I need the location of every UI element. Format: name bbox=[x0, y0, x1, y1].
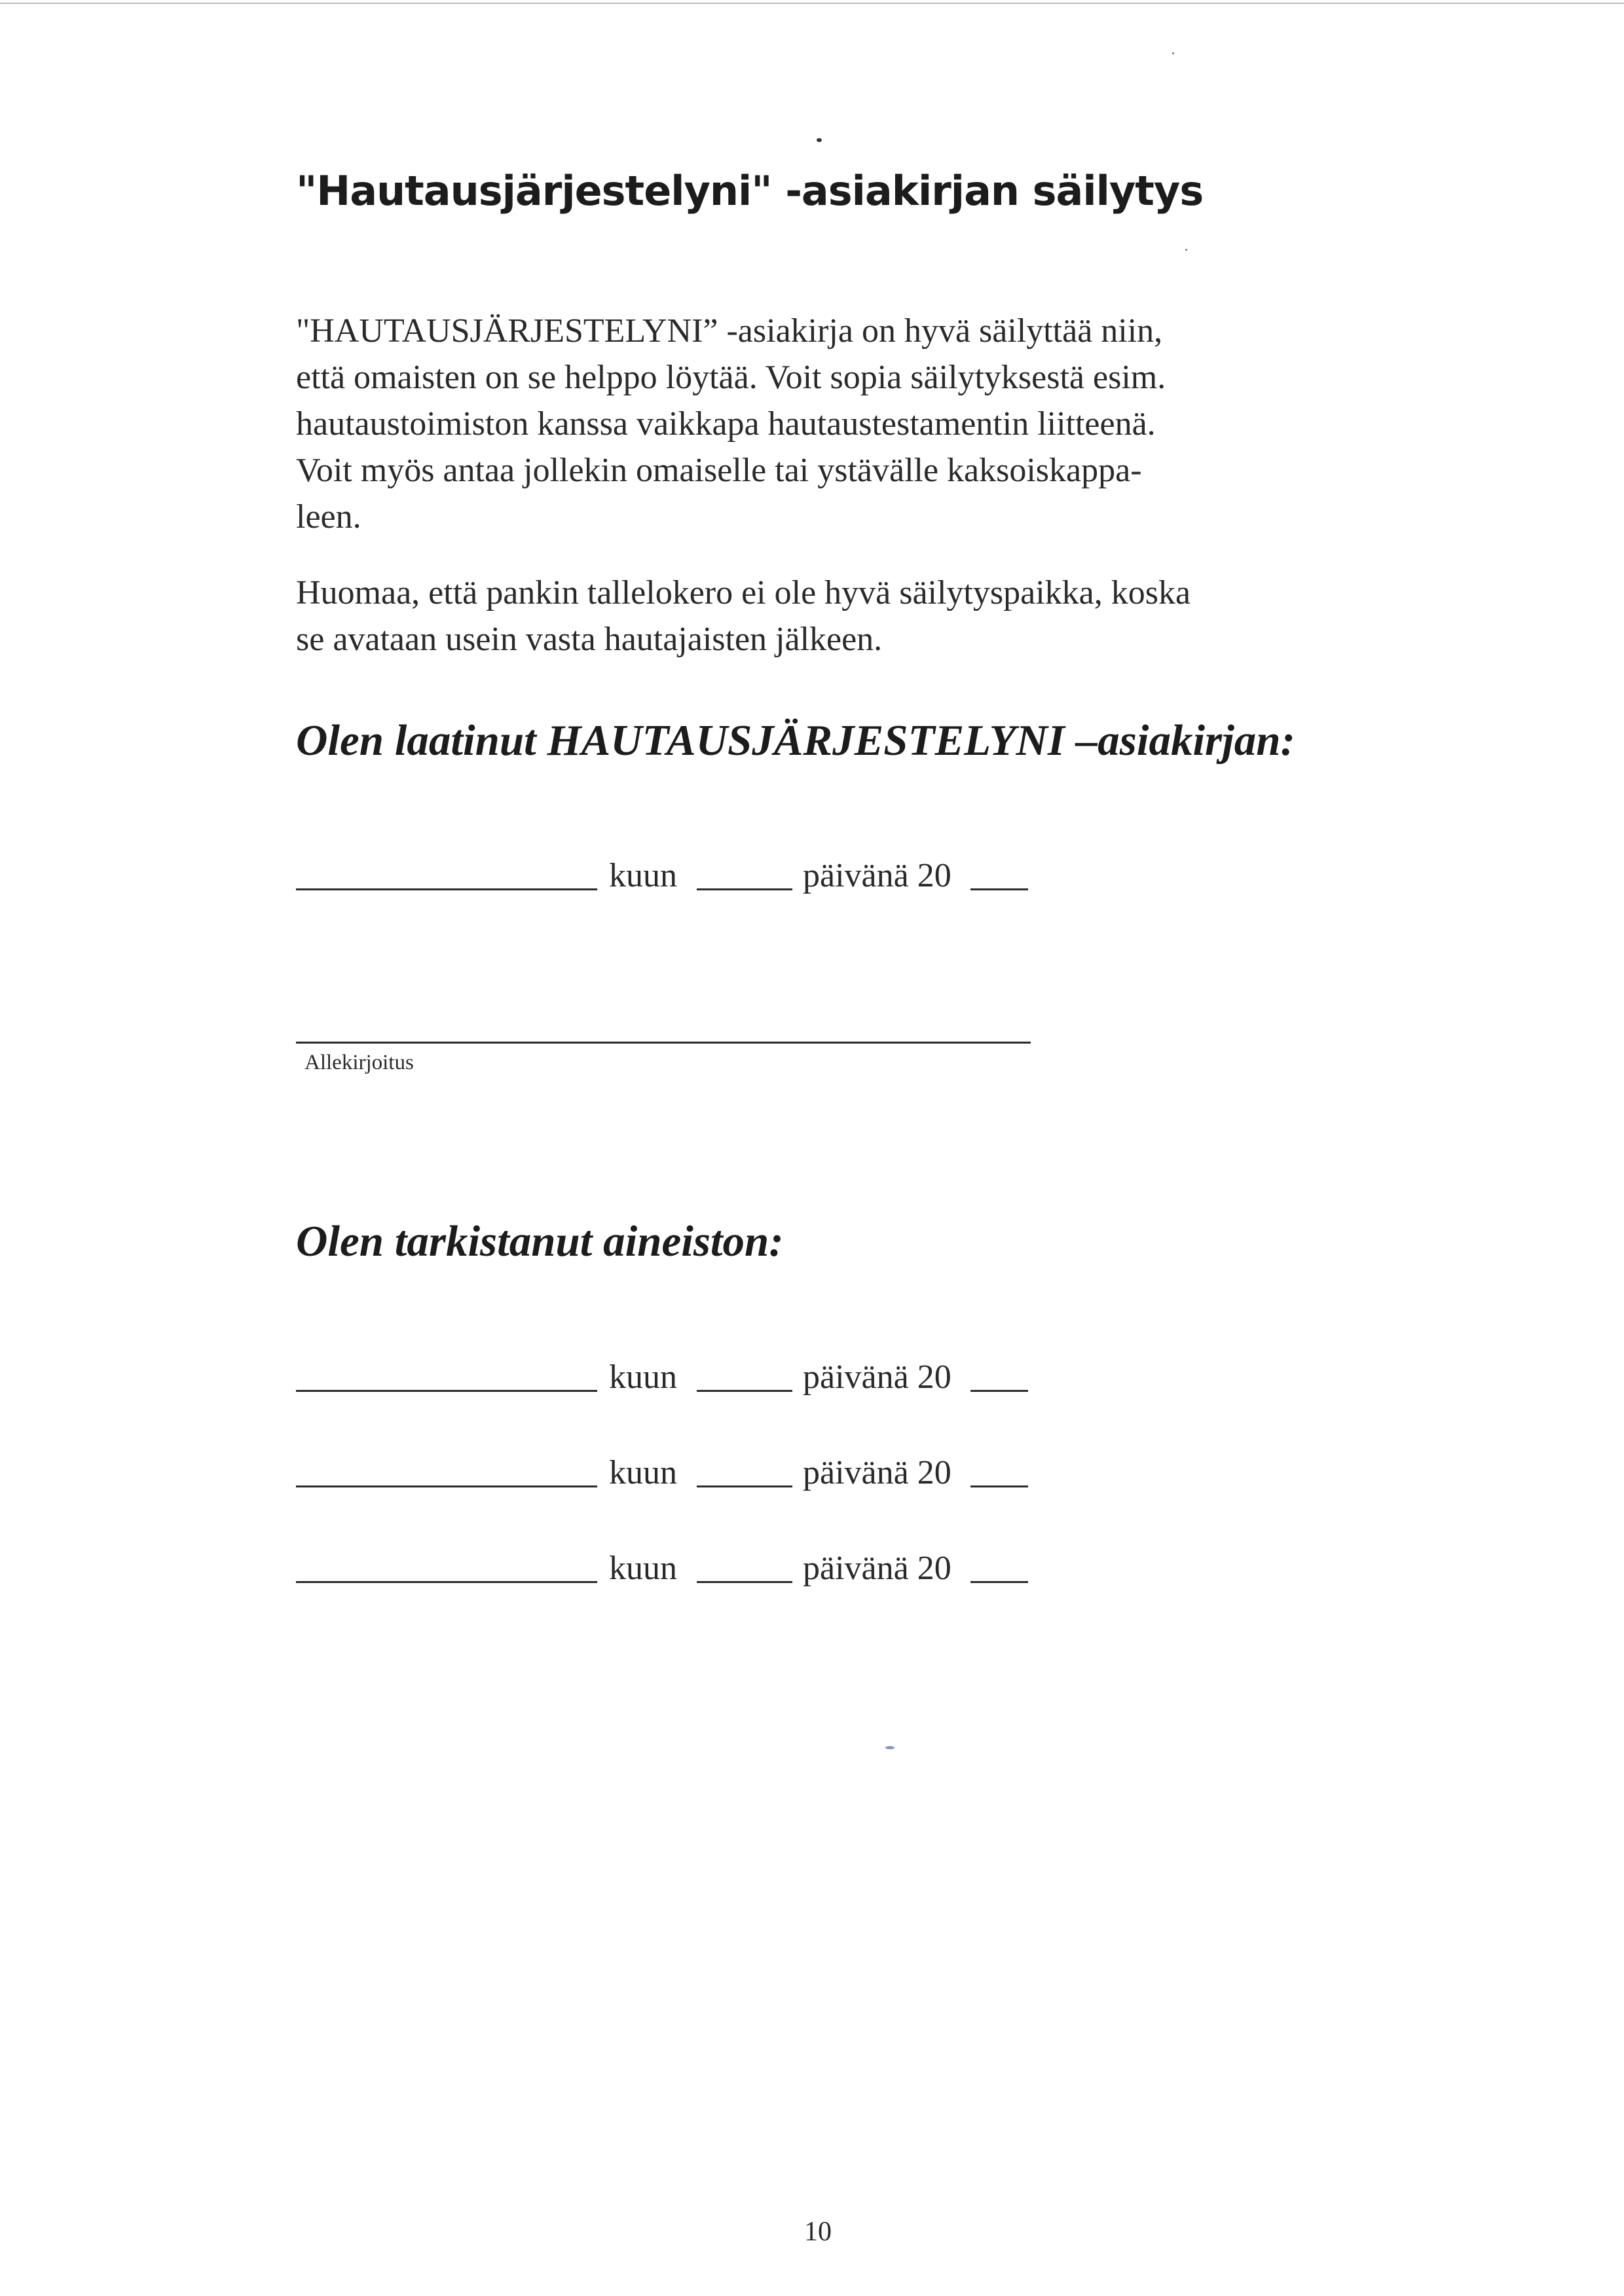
storage-paragraph bbox=[296, 308, 1318, 540]
month-blank[interactable] bbox=[296, 1485, 597, 1487]
page-number: 10 bbox=[804, 2217, 832, 2247]
month-word: kuun bbox=[609, 1550, 677, 1587]
day-word: päivänä 20 bbox=[803, 1454, 951, 1491]
page-heading: "Hautausjärjestelyni" -asiakirjan säilytys bbox=[296, 167, 1204, 215]
bank-box-paragraph bbox=[296, 570, 1318, 663]
scan-edge-line bbox=[0, 3, 1624, 4]
signature-line[interactable] bbox=[296, 1042, 1031, 1044]
paragraph-line: "HAUTAUSJÄRJESTELYNI” -asiakirja on hyvä säilyttää niin, bbox=[296, 312, 1163, 350]
checked-section-title: Olen tarkistanut aineiston: bbox=[296, 1217, 784, 1266]
month-blank[interactable] bbox=[296, 1581, 597, 1583]
day-blank[interactable] bbox=[697, 1390, 792, 1392]
month-word: kuun bbox=[609, 1358, 677, 1396]
year-blank[interactable] bbox=[970, 1390, 1028, 1392]
paragraph-line: että omaisten on se helppo löytää. Voit sopia säilytyksestä esim. bbox=[296, 359, 1166, 396]
month-blank[interactable] bbox=[296, 888, 597, 890]
paragraph-line: hautaustoimiston kanssa vaikkapa hautaustestamentin liitteenä. bbox=[296, 405, 1156, 443]
paragraph-line: leen. bbox=[296, 498, 361, 536]
scan-speck bbox=[1185, 249, 1187, 251]
scan-speck bbox=[885, 1746, 895, 1749]
month-blank[interactable] bbox=[296, 1390, 597, 1392]
paragraph-line: Voit myös antaa jollekin omaiselle tai ystävälle kaksoiskappa- bbox=[296, 452, 1142, 489]
year-blank[interactable] bbox=[970, 1485, 1028, 1487]
month-word: kuun bbox=[609, 857, 677, 894]
paragraph-line: Huomaa, että pankin tallelokero ei ole hyvä säilytyspaikka, koska bbox=[296, 574, 1191, 611]
scan-speck bbox=[817, 138, 822, 142]
day-blank[interactable] bbox=[697, 1485, 792, 1487]
signature-label: Allekirjoitus bbox=[304, 1051, 414, 1074]
scan-speck bbox=[1172, 52, 1174, 54]
day-blank[interactable] bbox=[697, 888, 792, 890]
year-blank[interactable] bbox=[970, 888, 1028, 890]
paragraph-line: se avataan usein vasta hautajaisten jälkeen. bbox=[296, 621, 883, 658]
month-word: kuun bbox=[609, 1454, 677, 1491]
day-blank[interactable] bbox=[697, 1581, 792, 1583]
day-word: päivänä 20 bbox=[803, 857, 951, 894]
day-word: päivänä 20 bbox=[803, 1358, 951, 1396]
day-word: päivänä 20 bbox=[803, 1550, 951, 1587]
prepared-section-title: Olen laatinut HAUTAUSJÄRJESTELYNI –asiakirjan: bbox=[296, 716, 1295, 765]
year-blank[interactable] bbox=[970, 1581, 1028, 1583]
